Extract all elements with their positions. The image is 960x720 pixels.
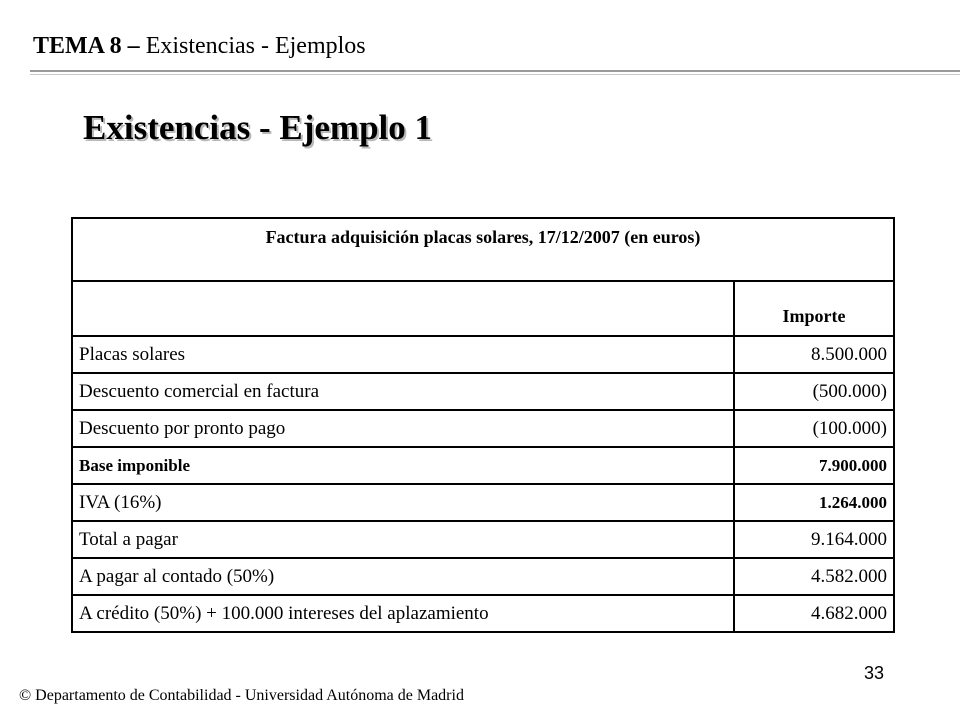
row-label: Placas solares — [72, 336, 734, 373]
invoice-table-caption: Factura adquisición placas solares, 17/12/2007 (en euros) — [72, 218, 894, 281]
table-row — [72, 336, 894, 373]
row-label: A pagar al contado (50%) — [72, 558, 734, 595]
row-value: 7.900.000 — [734, 447, 894, 484]
row-value: 9.164.000 — [734, 521, 894, 558]
row-value: 1.264.000 — [734, 484, 894, 521]
slide-title: Existencias - Ejemplo 1 — [83, 108, 433, 147]
header-divider-secondary — [30, 74, 960, 75]
invoice-table-header-blank — [72, 281, 734, 336]
header-title-topic: TEMA 8 – — [33, 33, 140, 59]
row-label: A crédito (50%) + 100.000 intereses del aplazamiento — [72, 595, 734, 632]
row-label: Descuento por pronto pago — [72, 410, 734, 447]
invoice-table — [71, 217, 895, 633]
table-row — [72, 373, 894, 410]
table-row — [72, 484, 894, 521]
header-title-subject: Existencias - Ejemplos — [139, 33, 366, 59]
row-value: 4.682.000 — [734, 595, 894, 632]
footer-copyright: © Departamento de Contabilidad - Universidad Autónoma de Madrid — [19, 687, 464, 704]
row-value: 8.500.000 — [734, 336, 894, 373]
table-row — [72, 410, 894, 447]
header-divider — [30, 70, 960, 72]
table-row — [72, 595, 894, 632]
table-row — [72, 558, 894, 595]
row-label: Descuento comercial en factura — [72, 373, 734, 410]
row-label: IVA (16%) — [72, 484, 734, 521]
table-row — [72, 447, 894, 484]
invoice-table-header-importe: Importe — [734, 281, 894, 336]
row-value: (100.000) — [734, 410, 894, 447]
row-label: Base imponible — [72, 447, 734, 484]
header-title — [33, 30, 366, 62]
table-row — [72, 521, 894, 558]
row-value: (500.000) — [734, 373, 894, 410]
row-label: Total a pagar — [72, 521, 734, 558]
page-number: 33 — [864, 663, 885, 683]
row-value: 4.582.000 — [734, 558, 894, 595]
